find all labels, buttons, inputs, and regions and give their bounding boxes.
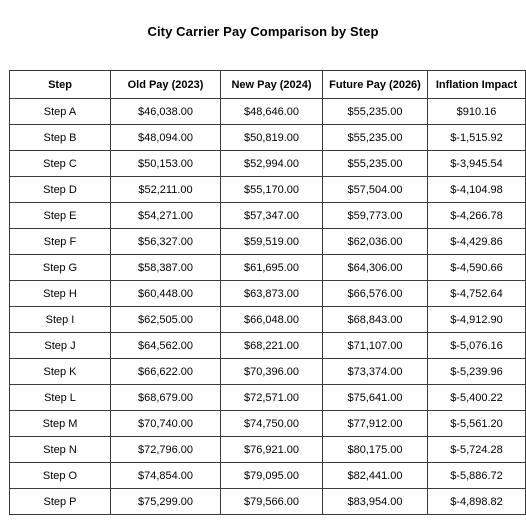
step-cell: Step K: [10, 359, 111, 385]
step-cell: Step D: [10, 177, 111, 203]
table-row: [10, 411, 526, 437]
inflation-impact-cell: $-4,266.78: [428, 203, 526, 229]
inflation-impact-cell: $-5,239.96: [428, 359, 526, 385]
old-pay-cell: $54,271.00: [111, 203, 221, 229]
table-row: [10, 229, 526, 255]
table-row: [10, 489, 526, 515]
old-pay-cell: $62,505.00: [111, 307, 221, 333]
future-pay-cell: $59,773.00: [323, 203, 428, 229]
new-pay-cell: $74,750.00: [221, 411, 323, 437]
old-pay-cell: $74,854.00: [111, 463, 221, 489]
old-pay-cell: $60,448.00: [111, 281, 221, 307]
future-pay-cell: $62,036.00: [323, 229, 428, 255]
table-row: [10, 177, 526, 203]
old-pay-cell: $70,740.00: [111, 411, 221, 437]
future-pay-cell: $73,374.00: [323, 359, 428, 385]
new-pay-cell: $59,519.00: [221, 229, 323, 255]
inflation-impact-cell: $-5,561.20: [428, 411, 526, 437]
old-pay-cell: $68,679.00: [111, 385, 221, 411]
table-row: [10, 99, 526, 125]
step-cell: Step P: [10, 489, 111, 515]
inflation-impact-cell: $-4,429.86: [428, 229, 526, 255]
old-pay-cell: $46,038.00: [111, 99, 221, 125]
old-pay-cell: $72,796.00: [111, 437, 221, 463]
step-cell: Step O: [10, 463, 111, 489]
inflation-impact-cell: $-4,912.90: [428, 307, 526, 333]
step-cell: Step N: [10, 437, 111, 463]
pay-comparison-table: [9, 70, 526, 515]
old-pay-cell: $64,562.00: [111, 333, 221, 359]
new-pay-cell: $57,347.00: [221, 203, 323, 229]
new-pay-cell: $52,994.00: [221, 151, 323, 177]
old-pay-cell: $52,211.00: [111, 177, 221, 203]
new-pay-cell: $66,048.00: [221, 307, 323, 333]
table-row: [10, 437, 526, 463]
inflation-impact-cell: $-5,400.22: [428, 385, 526, 411]
new-pay-cell: $70,396.00: [221, 359, 323, 385]
column-header-inflation-impact: Inflation Impact: [428, 71, 526, 99]
future-pay-cell: $71,107.00: [323, 333, 428, 359]
future-pay-cell: $83,954.00: [323, 489, 428, 515]
future-pay-cell: $82,441.00: [323, 463, 428, 489]
step-cell: Step C: [10, 151, 111, 177]
step-cell: Step M: [10, 411, 111, 437]
future-pay-cell: $55,235.00: [323, 125, 428, 151]
table-row: [10, 151, 526, 177]
inflation-impact-cell: $-1,515.92: [428, 125, 526, 151]
inflation-impact-cell: $-4,898.82: [428, 489, 526, 515]
new-pay-cell: $72,571.00: [221, 385, 323, 411]
new-pay-cell: $61,695.00: [221, 255, 323, 281]
inflation-impact-cell: $910.16: [428, 99, 526, 125]
inflation-impact-cell: $-3,945.54: [428, 151, 526, 177]
table-row: [10, 463, 526, 489]
table-row: [10, 385, 526, 411]
future-pay-cell: $64,306.00: [323, 255, 428, 281]
column-header-new-pay: New Pay (2024): [221, 71, 323, 99]
inflation-impact-cell: $-4,104.98: [428, 177, 526, 203]
future-pay-cell: $77,912.00: [323, 411, 428, 437]
old-pay-cell: $58,387.00: [111, 255, 221, 281]
future-pay-cell: $55,235.00: [323, 151, 428, 177]
table-row: [10, 255, 526, 281]
step-cell: Step F: [10, 229, 111, 255]
table-header-row: [10, 71, 526, 99]
new-pay-cell: $63,873.00: [221, 281, 323, 307]
table-row: [10, 281, 526, 307]
step-cell: Step I: [10, 307, 111, 333]
future-pay-cell: $57,504.00: [323, 177, 428, 203]
table-row: [10, 125, 526, 151]
step-cell: Step L: [10, 385, 111, 411]
future-pay-cell: $68,843.00: [323, 307, 428, 333]
column-header-step: Step: [10, 71, 111, 99]
step-cell: Step H: [10, 281, 111, 307]
inflation-impact-cell: $-5,886.72: [428, 463, 526, 489]
old-pay-cell: $66,622.00: [111, 359, 221, 385]
step-cell: Step A: [10, 99, 111, 125]
step-cell: Step B: [10, 125, 111, 151]
table-row: [10, 203, 526, 229]
old-pay-cell: $56,327.00: [111, 229, 221, 255]
inflation-impact-cell: $-4,590.66: [428, 255, 526, 281]
step-cell: Step G: [10, 255, 111, 281]
step-cell: Step E: [10, 203, 111, 229]
new-pay-cell: $68,221.00: [221, 333, 323, 359]
table-row: [10, 307, 526, 333]
future-pay-cell: $66,576.00: [323, 281, 428, 307]
new-pay-cell: $55,170.00: [221, 177, 323, 203]
inflation-impact-cell: $-5,724.28: [428, 437, 526, 463]
new-pay-cell: $79,566.00: [221, 489, 323, 515]
old-pay-cell: $48,094.00: [111, 125, 221, 151]
table-row: [10, 333, 526, 359]
step-cell: Step J: [10, 333, 111, 359]
old-pay-cell: $50,153.00: [111, 151, 221, 177]
future-pay-cell: $80,175.00: [323, 437, 428, 463]
future-pay-cell: $75,641.00: [323, 385, 428, 411]
new-pay-cell: $50,819.00: [221, 125, 323, 151]
new-pay-cell: $79,095.00: [221, 463, 323, 489]
table-row: [10, 359, 526, 385]
page-title: City Carrier Pay Comparison by Step: [147, 24, 379, 39]
inflation-impact-cell: $-4,752.64: [428, 281, 526, 307]
new-pay-cell: $76,921.00: [221, 437, 323, 463]
inflation-impact-cell: $-5,076.16: [428, 333, 526, 359]
future-pay-cell: $55,235.00: [323, 99, 428, 125]
column-header-future-pay: Future Pay (2026): [323, 71, 428, 99]
new-pay-cell: $48,646.00: [221, 99, 323, 125]
old-pay-cell: $75,299.00: [111, 489, 221, 515]
column-header-old-pay: Old Pay (2023): [111, 71, 221, 99]
